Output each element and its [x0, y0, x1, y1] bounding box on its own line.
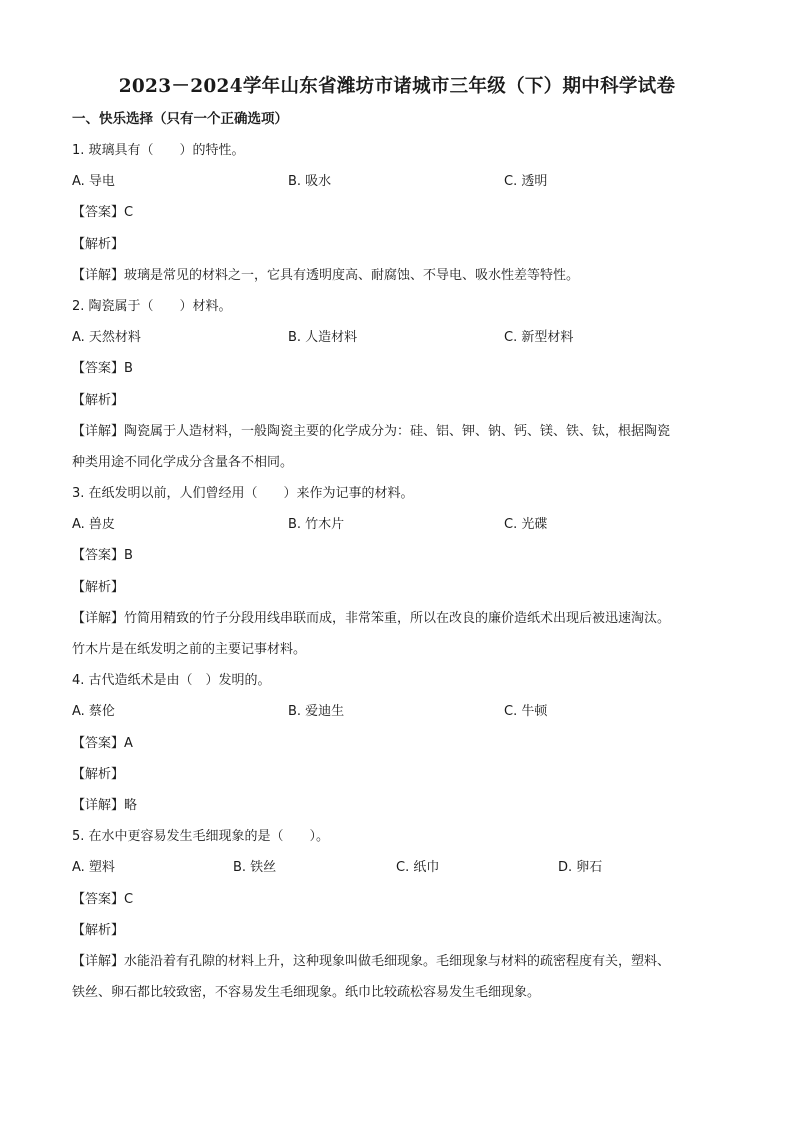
option-item: A. 蔡伦 — [72, 704, 115, 720]
option-item: B. 铁丝 — [233, 860, 277, 876]
analysis-label: 【解析】 — [72, 766, 125, 782]
question-block — [72, 821, 722, 1008]
question-list — [72, 135, 722, 1008]
detail-text: 竹木片是在纸发明之前的主要记事材料。 — [72, 642, 307, 657]
answer-value: A — [124, 735, 133, 751]
analysis-line — [72, 915, 722, 946]
analysis-label: 【解析】 — [72, 392, 125, 408]
question-block — [72, 665, 722, 821]
answer-value: B — [124, 548, 133, 564]
answer-label: 【答案】 — [72, 361, 125, 377]
analysis-line — [72, 759, 722, 790]
detail-line — [72, 447, 722, 478]
answer-value: C — [124, 205, 134, 221]
detail-label: 【详解】 — [72, 953, 125, 969]
page-title: 2023－2024学年山东省潍坊市诸城市三年级（下）期中科学试卷 — [118, 76, 676, 97]
option-item: A. 塑料 — [72, 860, 115, 876]
detail-text: 玻璃是常见的材料之一，它具有透明度高、耐腐蚀、不导电、吸水性差等特性。 — [124, 267, 580, 283]
options-row — [72, 322, 722, 353]
detail-line — [72, 634, 722, 665]
question-block — [72, 291, 722, 478]
answer-line — [72, 197, 722, 228]
answer-value: C — [124, 891, 134, 907]
answer-label: 【答案】 — [72, 205, 125, 221]
option-item: A. 兽皮 — [72, 517, 115, 533]
analysis-line — [72, 572, 722, 603]
question-stem: 2. 陶瓷属于（ ）材料。 — [72, 298, 232, 314]
detail-line — [72, 260, 722, 291]
analysis-label: 【解析】 — [72, 922, 125, 938]
detail-text: 铁丝、卵石都比较致密，不容易发生毛细现象。纸巾比较疏松容易发生毛细现象。 — [72, 985, 541, 1001]
detail-label: 【详解】 — [72, 267, 125, 283]
analysis-line — [72, 385, 722, 416]
detail-text: 水能沿着有孔隙的材料上升，这种现象叫做毛细现象。毛细现象与材料的疏密程度有关，塑料、 — [124, 953, 671, 969]
options-row — [72, 852, 722, 883]
detail-line — [72, 603, 722, 634]
question-block — [72, 135, 722, 291]
answer-line — [72, 540, 722, 571]
question-block — [72, 478, 722, 665]
detail-line — [72, 946, 722, 977]
option-item: C. 纸巾 — [396, 860, 440, 876]
option-item: A. 天然材料 — [72, 330, 141, 346]
answer-label: 【答案】 — [72, 548, 125, 564]
options-row — [72, 166, 722, 197]
answer-label: 【答案】 — [72, 735, 125, 751]
detail-label: 【详解】 — [72, 610, 125, 626]
detail-text: 陶瓷属于人造材料，一般陶瓷主要的化学成分为：硅、铝、钾、钠、钙、镁、铁、钛，根据陶瓷 — [124, 423, 671, 439]
answer-line — [72, 884, 722, 915]
analysis-label: 【解析】 — [72, 236, 125, 252]
option-item: C. 透明 — [504, 174, 548, 190]
option-item: C. 光碟 — [504, 517, 548, 533]
option-item: B. 竹木片 — [288, 517, 345, 533]
option-item: D. 卵石 — [558, 860, 603, 876]
detail-line — [72, 416, 722, 447]
detail-text: 种类用途不同化学成分含量各不相同。 — [72, 454, 294, 470]
detail-label: 【详解】 — [72, 797, 125, 813]
options-row — [72, 696, 722, 727]
detail-text: 竹简用精致的竹子分段用线串联而成，非常笨重，所以在改良的廉价造纸术出现后被迅速淘汰。 — [124, 610, 671, 626]
answer-line — [72, 728, 722, 759]
answer-label: 【答案】 — [72, 891, 125, 907]
option-item: C. 新型材料 — [504, 330, 574, 346]
detail-line — [72, 977, 722, 1008]
detail-label: 【详解】 — [72, 423, 125, 439]
option-item: B. 人造材料 — [288, 330, 358, 346]
detail-text: 略 — [124, 797, 138, 813]
answer-line — [72, 353, 722, 384]
option-item: B. 吸水 — [288, 174, 332, 190]
analysis-line — [72, 229, 722, 260]
detail-line — [72, 790, 722, 821]
question-stem: 4. 古代造纸术是由（ ）发明的。 — [72, 673, 271, 689]
option-item: A. 导电 — [72, 174, 115, 190]
question-stem: 5. 在水中更容易发生毛细现象的是（ ）。 — [72, 829, 330, 845]
answer-value: B — [124, 361, 133, 377]
question-stem: 3. 在纸发明以前，人们曾经用（ ）来作为记事的材料。 — [72, 486, 414, 502]
options-row — [72, 509, 722, 540]
option-item: C. 牛顿 — [504, 704, 548, 720]
question-stem: 1. 玻璃具有（ ）的特性。 — [72, 143, 245, 158]
section-heading: 一、快乐选择（只有一个正确选项） — [72, 111, 288, 127]
analysis-label: 【解析】 — [72, 579, 125, 595]
option-item: B. 爱迪生 — [288, 704, 345, 720]
